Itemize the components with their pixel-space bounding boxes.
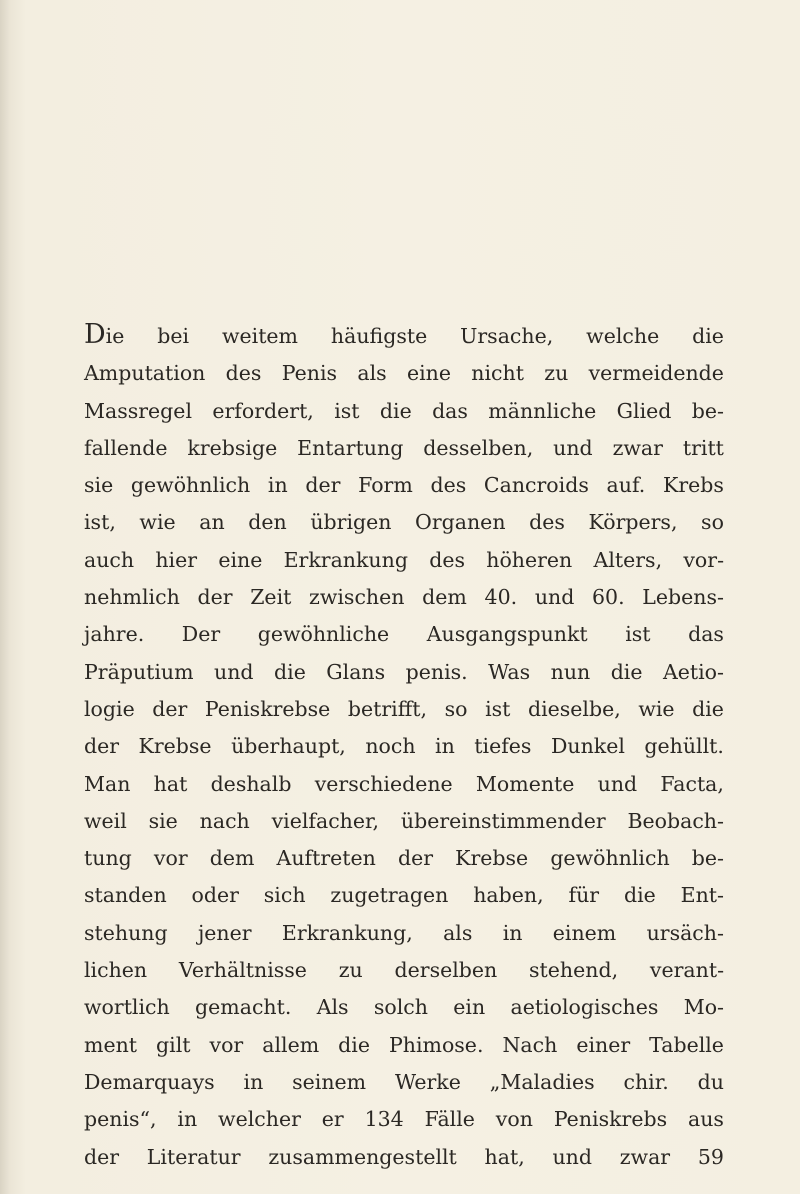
text-line: Amputation des Penis als eine nicht zu vermeidende (84, 361, 724, 386)
text-line: der Krebse überhaupt, noch in tiefes Dunkel gehüllt. (84, 734, 724, 759)
text-line: stehung jener Erkrankung, als in einem ursäch- (84, 920, 724, 945)
text-line: Präputium und die Glans penis. Was nun die Aetio- (84, 659, 724, 684)
text-line: standen oder sich zugetragen haben, für die Ent- (84, 883, 724, 908)
text-line: weil sie nach vielfacher, übereinstimmender Beobach- (84, 808, 724, 833)
text-line: sie gewöhnlich in der Form des Cancroids auf. Krebs (84, 473, 724, 498)
text-line: Demarquays in seinem Werke „Maladies chir. du (84, 1069, 724, 1094)
text-line: tung vor dem Auftreten der Krebse gewöhnlich be- (84, 846, 724, 871)
text-line: Man hat deshalb verschiedene Momente und Facta, (84, 771, 724, 796)
text-line: fallende krebsige Entartung desselben, und zwar tritt (84, 435, 724, 460)
text-line: lichen Verhältnisse zu derselben stehend, verant- (84, 958, 724, 983)
text-line: der Literatur zusammengestellt hat, und zwar 59 (84, 1144, 724, 1169)
text-line: penis“, in welcher er 134 Fälle von Peniskrebs aus (84, 1107, 724, 1132)
text-line: ist, wie an den übrigen Organen des Körpers, so (84, 510, 724, 535)
text-line: nehmlich der Zeit zwischen dem 40. und 60. Lebens- (84, 585, 724, 610)
text-line: ment gilt vor allem die Phimose. Nach einer Tabelle (84, 1032, 724, 1057)
body-paragraph (84, 318, 724, 1176)
text-line: wortlich gemacht. Als solch ein aetiologisches Mo- (84, 995, 724, 1020)
text-line: auch hier eine Erkrankung des höheren Alters, vor- (84, 547, 724, 572)
text-line: Die bei weitem häufigste Ursache, welche die (84, 319, 724, 350)
text-line: logie der Peniskrebse betrifft, so ist dieselbe, wie die (84, 696, 724, 721)
text-line: Massregel erfordert, ist die das männliche Glied be- (84, 398, 724, 423)
text-line: jahre. Der gewöhnliche Ausgangspunkt ist das (84, 622, 724, 647)
